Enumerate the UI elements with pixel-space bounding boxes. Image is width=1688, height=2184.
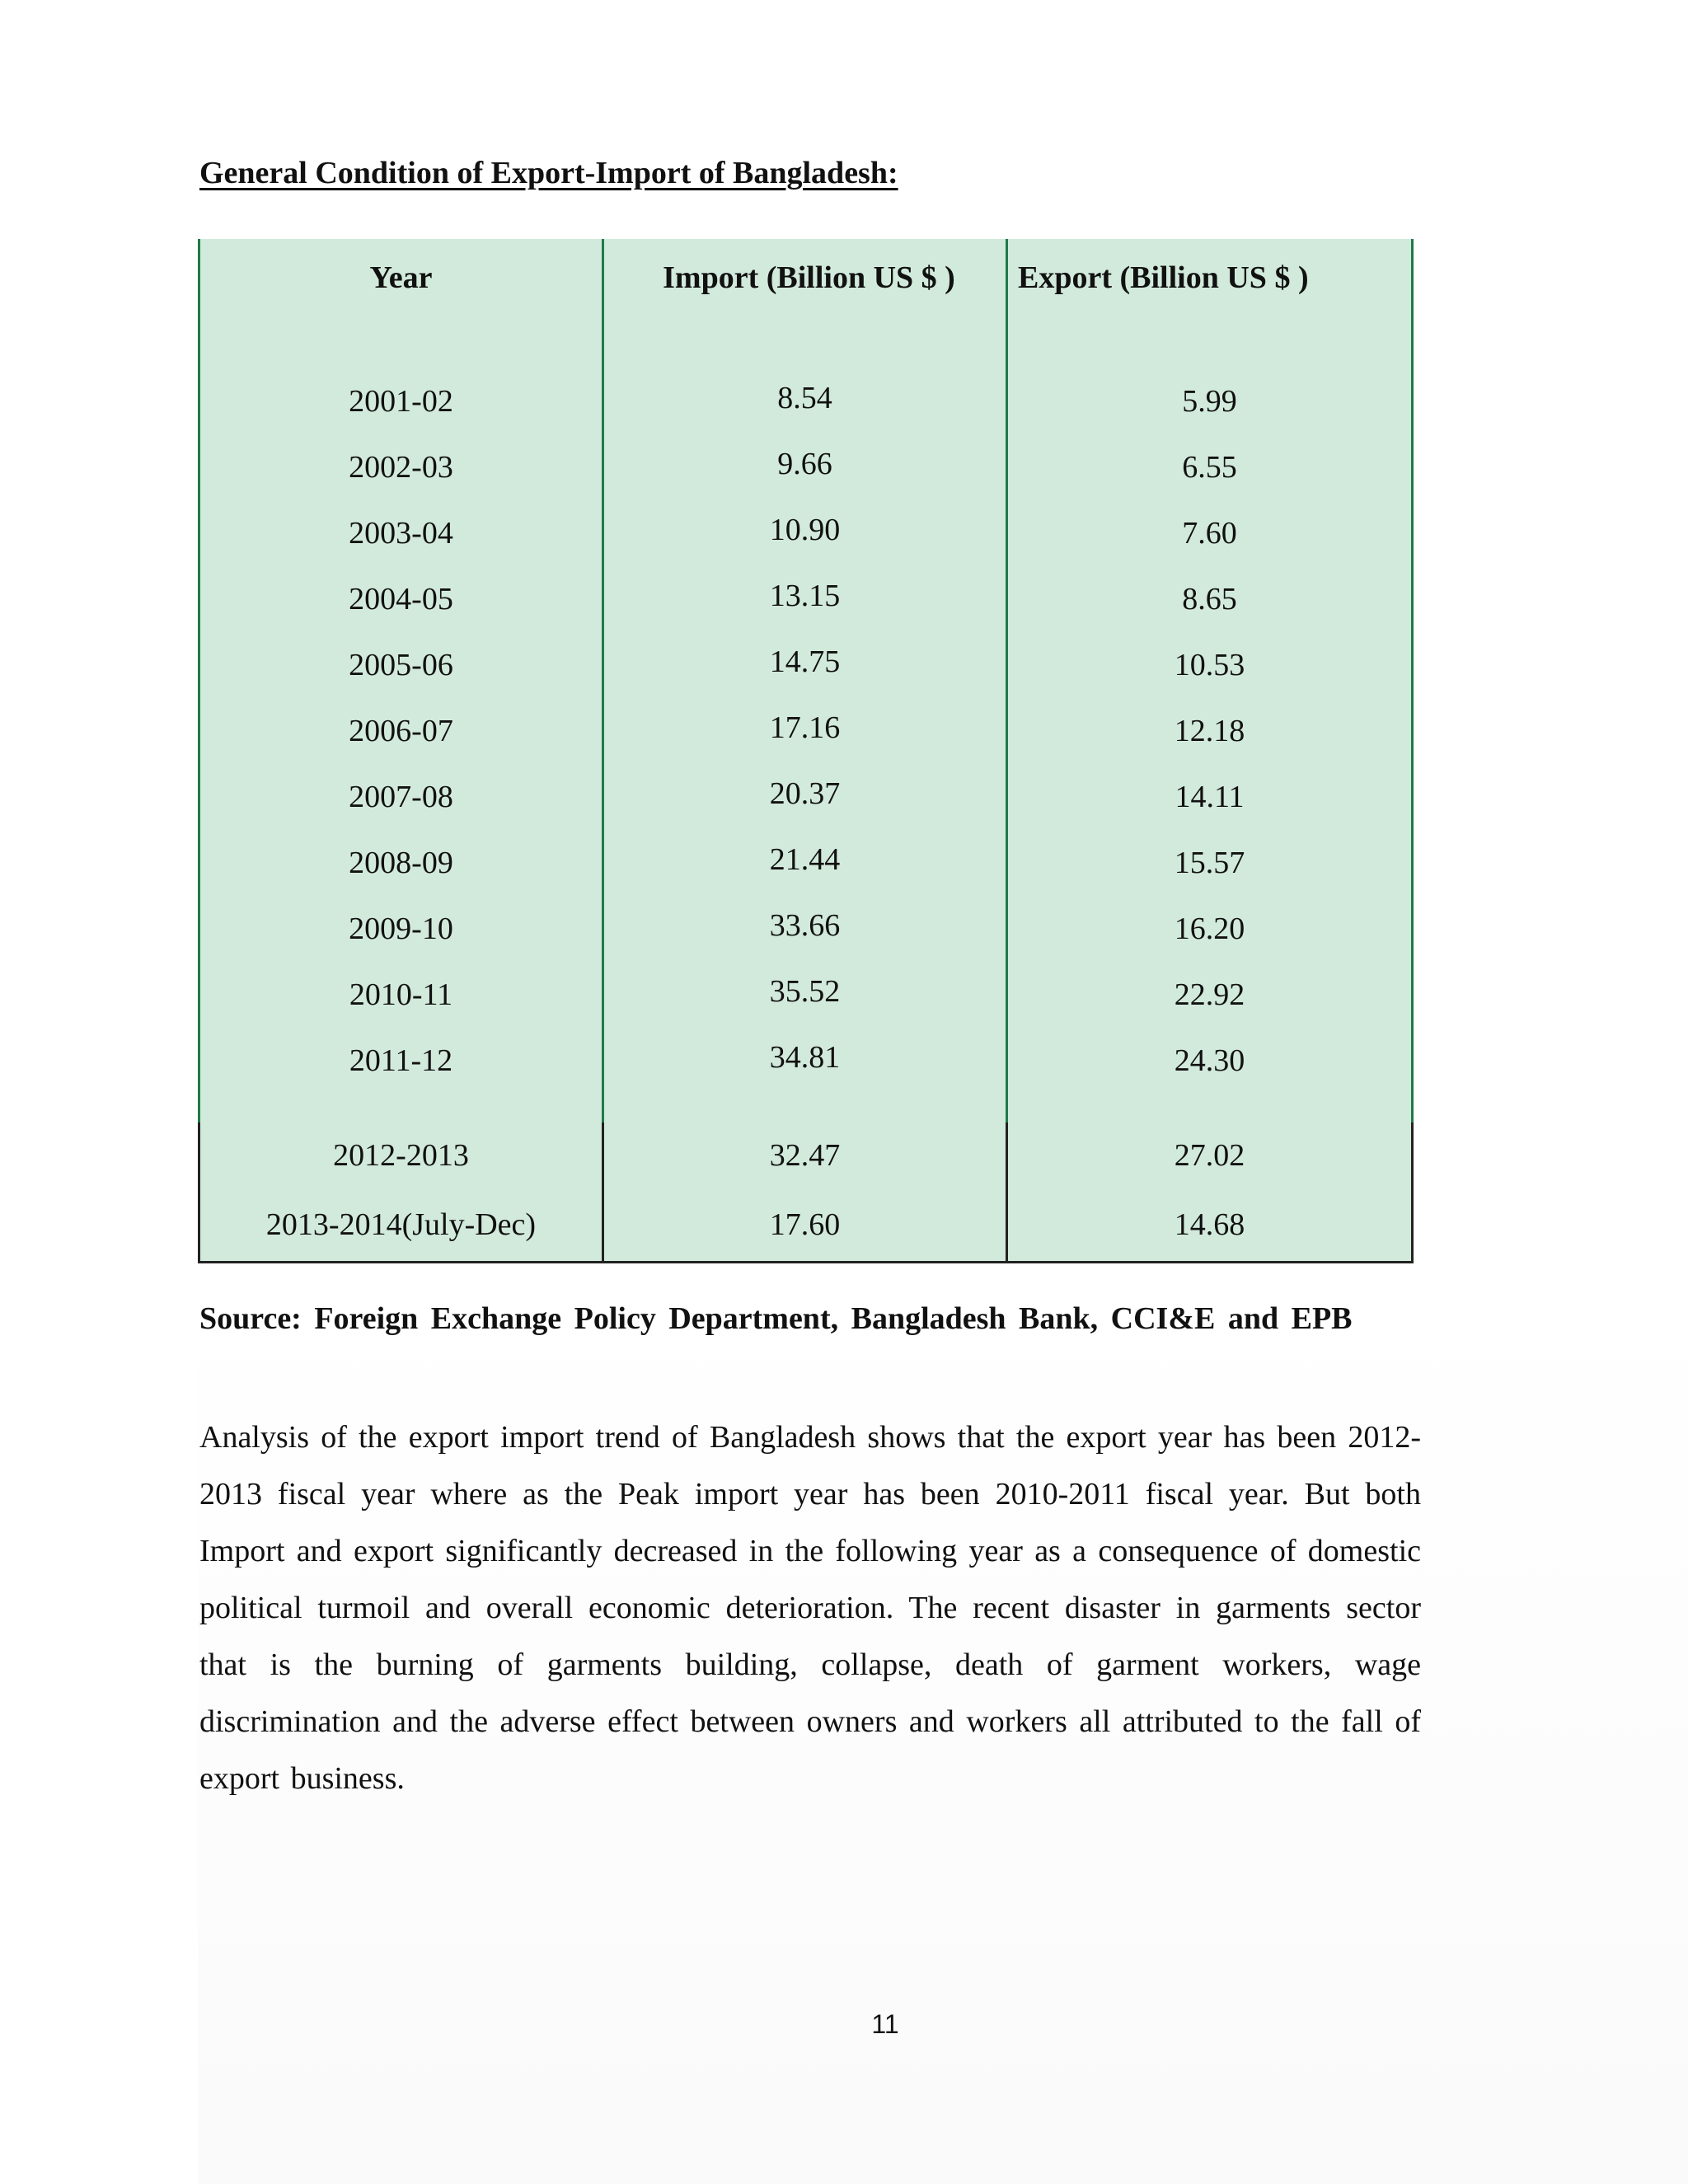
cell-import: 21.44 xyxy=(603,834,1007,900)
export-import-table xyxy=(198,239,1414,1263)
cell-export: 8.65 xyxy=(1007,570,1413,636)
cell-export: 27.02 xyxy=(1007,1122,1413,1192)
cell-import: 17.16 xyxy=(603,702,1007,768)
export-import-table-container xyxy=(198,239,1411,1263)
cell-import: 32.47 xyxy=(603,1122,1007,1192)
cell-year: 2006-07 xyxy=(199,702,603,768)
cell-year: 2010-11 xyxy=(199,966,603,1032)
cell-export: 10.53 xyxy=(1007,636,1413,702)
cell-year: 2007-08 xyxy=(199,768,603,834)
cell-year: 2013-2014(July-Dec) xyxy=(199,1192,603,1263)
header-export: Export (Billion US $ ) xyxy=(1007,239,1413,373)
table-row xyxy=(199,504,1413,570)
cell-year: 2004-05 xyxy=(199,570,603,636)
cell-export: 5.99 xyxy=(1007,373,1413,438)
cell-import: 34.81 xyxy=(603,1032,1007,1122)
table-row xyxy=(199,966,1413,1032)
table-row xyxy=(199,373,1413,438)
cell-import: 35.52 xyxy=(603,966,1007,1032)
table-row xyxy=(199,834,1413,900)
cell-import: 9.66 xyxy=(603,438,1007,504)
cell-import: 17.60 xyxy=(603,1192,1007,1263)
cell-year: 2011-12 xyxy=(199,1032,603,1122)
cell-import: 33.66 xyxy=(603,900,1007,966)
cell-year: 2012-2013 xyxy=(199,1122,603,1192)
cell-year: 2001-02 xyxy=(199,373,603,438)
cell-export: 24.30 xyxy=(1007,1032,1413,1122)
cell-export: 6.55 xyxy=(1007,438,1413,504)
cell-export: 14.11 xyxy=(1007,768,1413,834)
table-row xyxy=(199,570,1413,636)
cell-import: 20.37 xyxy=(603,768,1007,834)
cell-import: 8.54 xyxy=(603,373,1007,438)
table-header-row xyxy=(199,239,1413,373)
cell-import: 14.75 xyxy=(603,636,1007,702)
table-row xyxy=(199,702,1413,768)
cell-year: 2005-06 xyxy=(199,636,603,702)
source-citation: Source: Foreign Exchange Policy Department, Bangladesh Bank, CCI&E and EPB xyxy=(199,1301,1353,1336)
cell-year: 2008-09 xyxy=(199,834,603,900)
table-row xyxy=(199,438,1413,504)
section-heading: General Condition of Export-Import of Bangladesh: xyxy=(199,156,898,190)
table-row xyxy=(199,900,1413,966)
cell-import: 10.90 xyxy=(603,504,1007,570)
cell-export: 16.20 xyxy=(1007,900,1413,966)
page-number: 11 xyxy=(871,2009,899,2039)
table-row xyxy=(199,768,1413,834)
cell-export: 7.60 xyxy=(1007,504,1413,570)
table-row xyxy=(199,1122,1413,1192)
table-row xyxy=(199,1192,1413,1263)
cell-year: 2002-03 xyxy=(199,438,603,504)
cell-year: 2003-04 xyxy=(199,504,603,570)
analysis-paragraph: Analysis of the export import trend of Bangladesh shows that the export year has been 2012-2013 fiscal year where as the Peak import year has been 2010-2011 fiscal year. But both Import and export significantly decreased in the following year as a consequence of domestic political turmoil and overall economic deterioration. The recent disaster in garments sector that is the burning of garments building, collapse, death of garment workers, wage discrimination and the adverse effect between owners and workers all attributed to the fall of export business. xyxy=(199,1420,1421,1796)
cell-import: 13.15 xyxy=(603,570,1007,636)
table-row xyxy=(199,636,1413,702)
cell-export: 14.68 xyxy=(1007,1192,1413,1263)
table-row xyxy=(199,1032,1413,1122)
cell-year: 2009-10 xyxy=(199,900,603,966)
header-import: Import (Billion US $ ) xyxy=(603,239,1007,373)
cell-export: 22.92 xyxy=(1007,966,1413,1032)
cell-export: 15.57 xyxy=(1007,834,1413,900)
header-year: Year xyxy=(199,239,603,373)
cell-export: 12.18 xyxy=(1007,702,1413,768)
